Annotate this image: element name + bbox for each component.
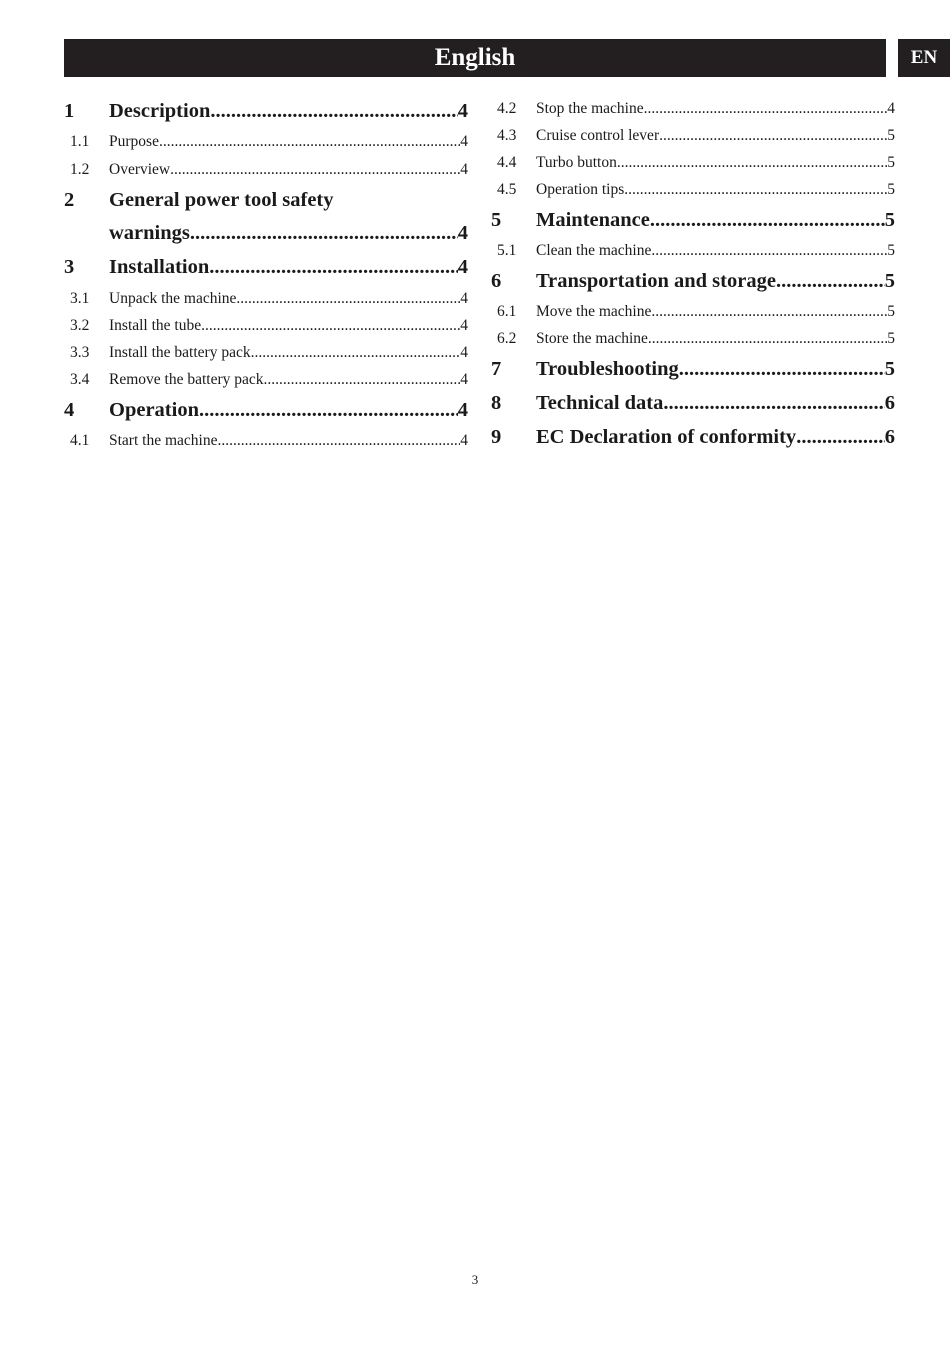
toc-title: Remove the battery pack [109, 371, 264, 388]
toc-entry[interactable] [491, 358, 895, 381]
dot-leader [651, 303, 887, 321]
toc-number: 6.1 [497, 303, 517, 320]
toc-page: 4 [460, 344, 468, 361]
dot-leader [648, 330, 887, 348]
dot-leader [651, 242, 887, 260]
toc-title: Install the tube [109, 317, 202, 334]
toc-page: 4 [457, 256, 468, 278]
toc-entry[interactable] [491, 330, 895, 348]
toc-title: Transportation and storage [536, 270, 776, 292]
dot-leader [217, 432, 460, 450]
dot-leader [236, 290, 460, 308]
toc-title: Move the machine [536, 303, 652, 320]
toc-entry[interactable] [491, 181, 895, 199]
toc-number: 1.2 [70, 161, 90, 178]
toc-entry[interactable] [491, 100, 895, 118]
toc-title: Install the battery pack [109, 344, 251, 361]
toc-page: 4 [460, 317, 468, 334]
toc-entry[interactable] [64, 133, 468, 151]
toc-title: Store the machine [536, 330, 648, 347]
dot-leader [199, 399, 458, 422]
toc-number: 5 [491, 209, 502, 231]
language-badge [898, 39, 950, 77]
dot-leader [679, 358, 885, 381]
page-number: 3 [471, 1272, 479, 1287]
toc-entry[interactable] [491, 242, 895, 260]
toc-title: EC Declaration of conformity [536, 426, 797, 448]
toc-entry[interactable] [64, 256, 468, 279]
toc-title: Maintenance [536, 209, 650, 231]
toc-number: 3.4 [70, 371, 90, 388]
toc-page: 4 [460, 133, 468, 150]
toc-page: 5 [884, 209, 895, 231]
toc-page: 4 [457, 222, 468, 244]
toc-entry[interactable] [491, 426, 895, 449]
toc-page: 6 [884, 392, 895, 414]
toc-title: Operation [109, 399, 199, 421]
toc-number: 4.4 [497, 154, 517, 171]
toc-title: Troubleshooting [536, 358, 679, 380]
toc-entry[interactable] [64, 399, 468, 422]
dot-leader [776, 270, 885, 293]
toc-entry[interactable] [491, 209, 895, 232]
toc-page: 5 [884, 270, 895, 292]
toc-page: 5 [884, 358, 895, 380]
toc-page: 5 [887, 154, 895, 171]
dot-leader [644, 100, 888, 118]
toc-page: 5 [887, 181, 895, 198]
toc-entry[interactable] [64, 189, 468, 212]
dot-leader [624, 181, 887, 199]
toc-number: 3.1 [70, 290, 90, 307]
toc-title: Turbo button [536, 154, 617, 171]
toc-number: 6 [491, 270, 502, 292]
toc-page: 5 [887, 127, 895, 144]
toc-entry[interactable] [491, 154, 895, 172]
toc-number: 5.1 [497, 242, 517, 259]
toc-title: Description [109, 100, 211, 122]
toc-number: 4.3 [497, 127, 517, 144]
dot-leader [663, 392, 884, 415]
toc-page: 5 [887, 330, 895, 347]
toc-entry[interactable] [64, 317, 468, 335]
dot-leader [209, 256, 458, 279]
toc-entry[interactable] [64, 432, 468, 450]
dot-leader [201, 317, 460, 335]
toc-title: Stop the machine [536, 100, 644, 117]
toc-title: Clean the machine [536, 242, 652, 259]
toc-entry[interactable] [64, 100, 468, 123]
toc-number: 8 [491, 392, 502, 414]
toc-page: 4 [460, 290, 468, 307]
dot-leader [796, 426, 885, 449]
toc-title: warnings [109, 222, 190, 244]
toc-entry[interactable] [64, 161, 468, 179]
toc-entry[interactable] [491, 392, 895, 415]
toc-page: 5 [887, 303, 895, 320]
toc-entry[interactable] [491, 127, 895, 145]
toc-title: Operation tips [536, 181, 625, 198]
toc-page: 4 [457, 100, 468, 122]
toc-page: 4 [457, 399, 468, 421]
dot-leader [617, 154, 887, 172]
language-code: EN [910, 47, 938, 68]
toc-number: 4 [64, 399, 75, 421]
page-title: English [434, 44, 516, 71]
toc-title: Start the machine [109, 432, 218, 449]
section-header-bar [64, 39, 886, 77]
dot-leader [190, 222, 458, 245]
dot-leader [210, 100, 457, 123]
toc-title: Purpose [109, 133, 159, 150]
toc-title: Overview [109, 161, 171, 178]
toc-entry[interactable] [64, 344, 468, 362]
dot-leader [264, 371, 461, 389]
toc-page: 4 [460, 371, 468, 388]
toc-number: 7 [491, 358, 502, 380]
toc-number: 4.1 [70, 432, 90, 449]
toc-page: 4 [460, 432, 468, 449]
toc-title: Installation [109, 256, 210, 278]
toc-entry[interactable] [64, 290, 468, 308]
toc-number: 1.1 [70, 133, 90, 150]
toc-page: 6 [884, 426, 895, 448]
toc-number: 9 [491, 426, 502, 448]
toc-title: Unpack the machine [109, 290, 237, 307]
toc-title: Cruise control lever [536, 127, 660, 144]
toc-number: 6.2 [497, 330, 517, 347]
toc-number: 3.3 [70, 344, 90, 361]
toc-number: 3 [64, 256, 75, 278]
dot-leader [650, 209, 885, 232]
toc-number: 4.5 [497, 181, 517, 198]
dot-leader [159, 133, 460, 151]
toc-title: Technical data [536, 392, 664, 414]
toc-entry[interactable] [64, 371, 468, 389]
toc-entry-continuation[interactable] [64, 222, 468, 245]
toc-entry[interactable] [491, 270, 895, 293]
dot-leader [659, 127, 887, 145]
toc-page: 4 [460, 161, 468, 178]
toc-page: 4 [887, 100, 895, 117]
toc-number: 3.2 [70, 317, 90, 334]
toc-entry[interactable] [491, 303, 895, 321]
toc-page: 5 [887, 242, 895, 259]
toc-title: General power tool safety [109, 189, 334, 211]
dot-leader [170, 161, 460, 179]
toc-number: 4.2 [497, 100, 517, 117]
toc-number: 1 [64, 100, 75, 122]
dot-leader [251, 344, 461, 362]
toc-number: 2 [64, 189, 75, 211]
